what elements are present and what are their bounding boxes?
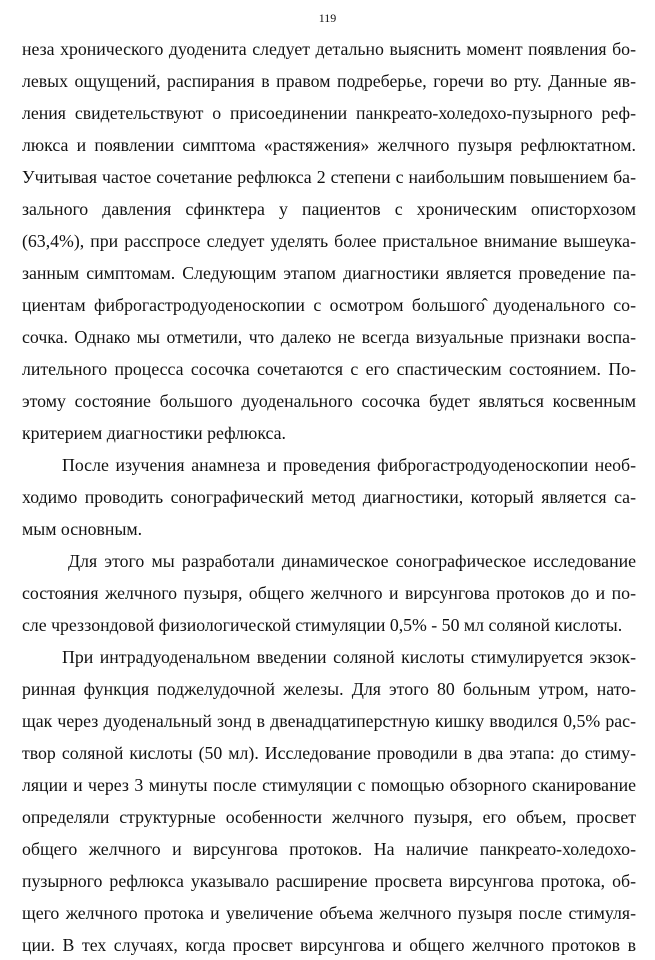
text-line: состояния желчного пузыря, общего желчного и вирсунгова протоков до и по- <box>22 583 636 603</box>
text-line: занным симптомам. Следующим этапом диагностики является проведение па- <box>22 263 636 283</box>
text-line: ления свидетельствуют о присоединении панкреато-холедохо-пузырного реф- <box>22 103 636 123</box>
text-line: сочка. Однако мы отметили, что далеко не всегда визуальные признаки воспа- <box>22 327 636 347</box>
text-line: левых ощущений, распирания в правом подреберье, горечи во рту. Данные яв- <box>22 71 636 91</box>
text-line: ринная функция поджелудочной железы. Для этого 80 больным утром, нато- <box>22 679 636 699</box>
text-line: пузырного рефлюкса указывало расширение просвета вирсунгова протока, об- <box>22 871 636 891</box>
text-line: (63,4%), при расспросе следует уделять более пристальное внимание вышеука- <box>22 231 636 251</box>
text-line: Учитывая частое сочетание рефлюкса 2 степени с наибольшим повышением ба- <box>22 167 636 187</box>
text-line: После изучения анамнеза и проведения фиброгастродуоденоскопии необ- <box>62 455 636 475</box>
text-line: этому состояние большого дуоденального сосочка будет являться косвенным <box>22 391 636 411</box>
text-line: ляции и через 3 минуты после стимуляции с помощью обзорного сканирование <box>22 775 636 795</box>
text-line: ции. В тех случаях, когда просвет вирсунгова и общего желчного протоков в <box>22 935 636 955</box>
text-line: твор соляной кислоты (50 мл). Исследование проводили в два этапа: до стиму- <box>22 743 636 763</box>
text-line: циентам фиброгастродуоденоскопии с осмотром большого̂ дуоденального со- <box>22 295 636 315</box>
text-line: зального давления сфинктера у пациентов с хроническим описторхозом <box>22 199 636 219</box>
text-line: неза хронического дуоденита следует детально выяснить момент появления бо- <box>22 39 636 59</box>
text-line: общего желчного и вирсунгова протоков. На наличие панкреато-холедохо- <box>22 839 636 859</box>
text-line: критерием диагностики рефлюкса. <box>22 423 286 443</box>
text-line: определяли структурные особенности желчного пузыря, его объем, просвет <box>22 807 636 827</box>
text-line: щего желчного протока и увеличение объема желчного пузыря после стимуля- <box>22 903 636 923</box>
text-line: щак через дуоденальный зонд в двенадцатиперстную кишку вводился 0,5% рас- <box>22 711 636 731</box>
text-line: При интрадуоденальном введении соляной кислоты стимулируется экзок- <box>62 647 636 667</box>
text-line: лительного процесса сосочка сочетаются с его спастическим состоянием. По- <box>22 359 636 379</box>
text-line: Для этого мы разработали динамическое сонографическое исследование <box>68 551 636 571</box>
text-line: ходимо проводить сонографический метод диагностики, который является са- <box>22 487 636 507</box>
text-line: сле чреззондовой физиологической стимуляции 0,5% - 50 мл соляной кислоты. <box>22 615 623 635</box>
page-number: 119 <box>318 11 337 25</box>
text-line: люкса и появлении симптома «растяжения» желчного пузыря рефлюктатном. <box>22 135 636 155</box>
text-line: мым основным. <box>22 519 143 539</box>
